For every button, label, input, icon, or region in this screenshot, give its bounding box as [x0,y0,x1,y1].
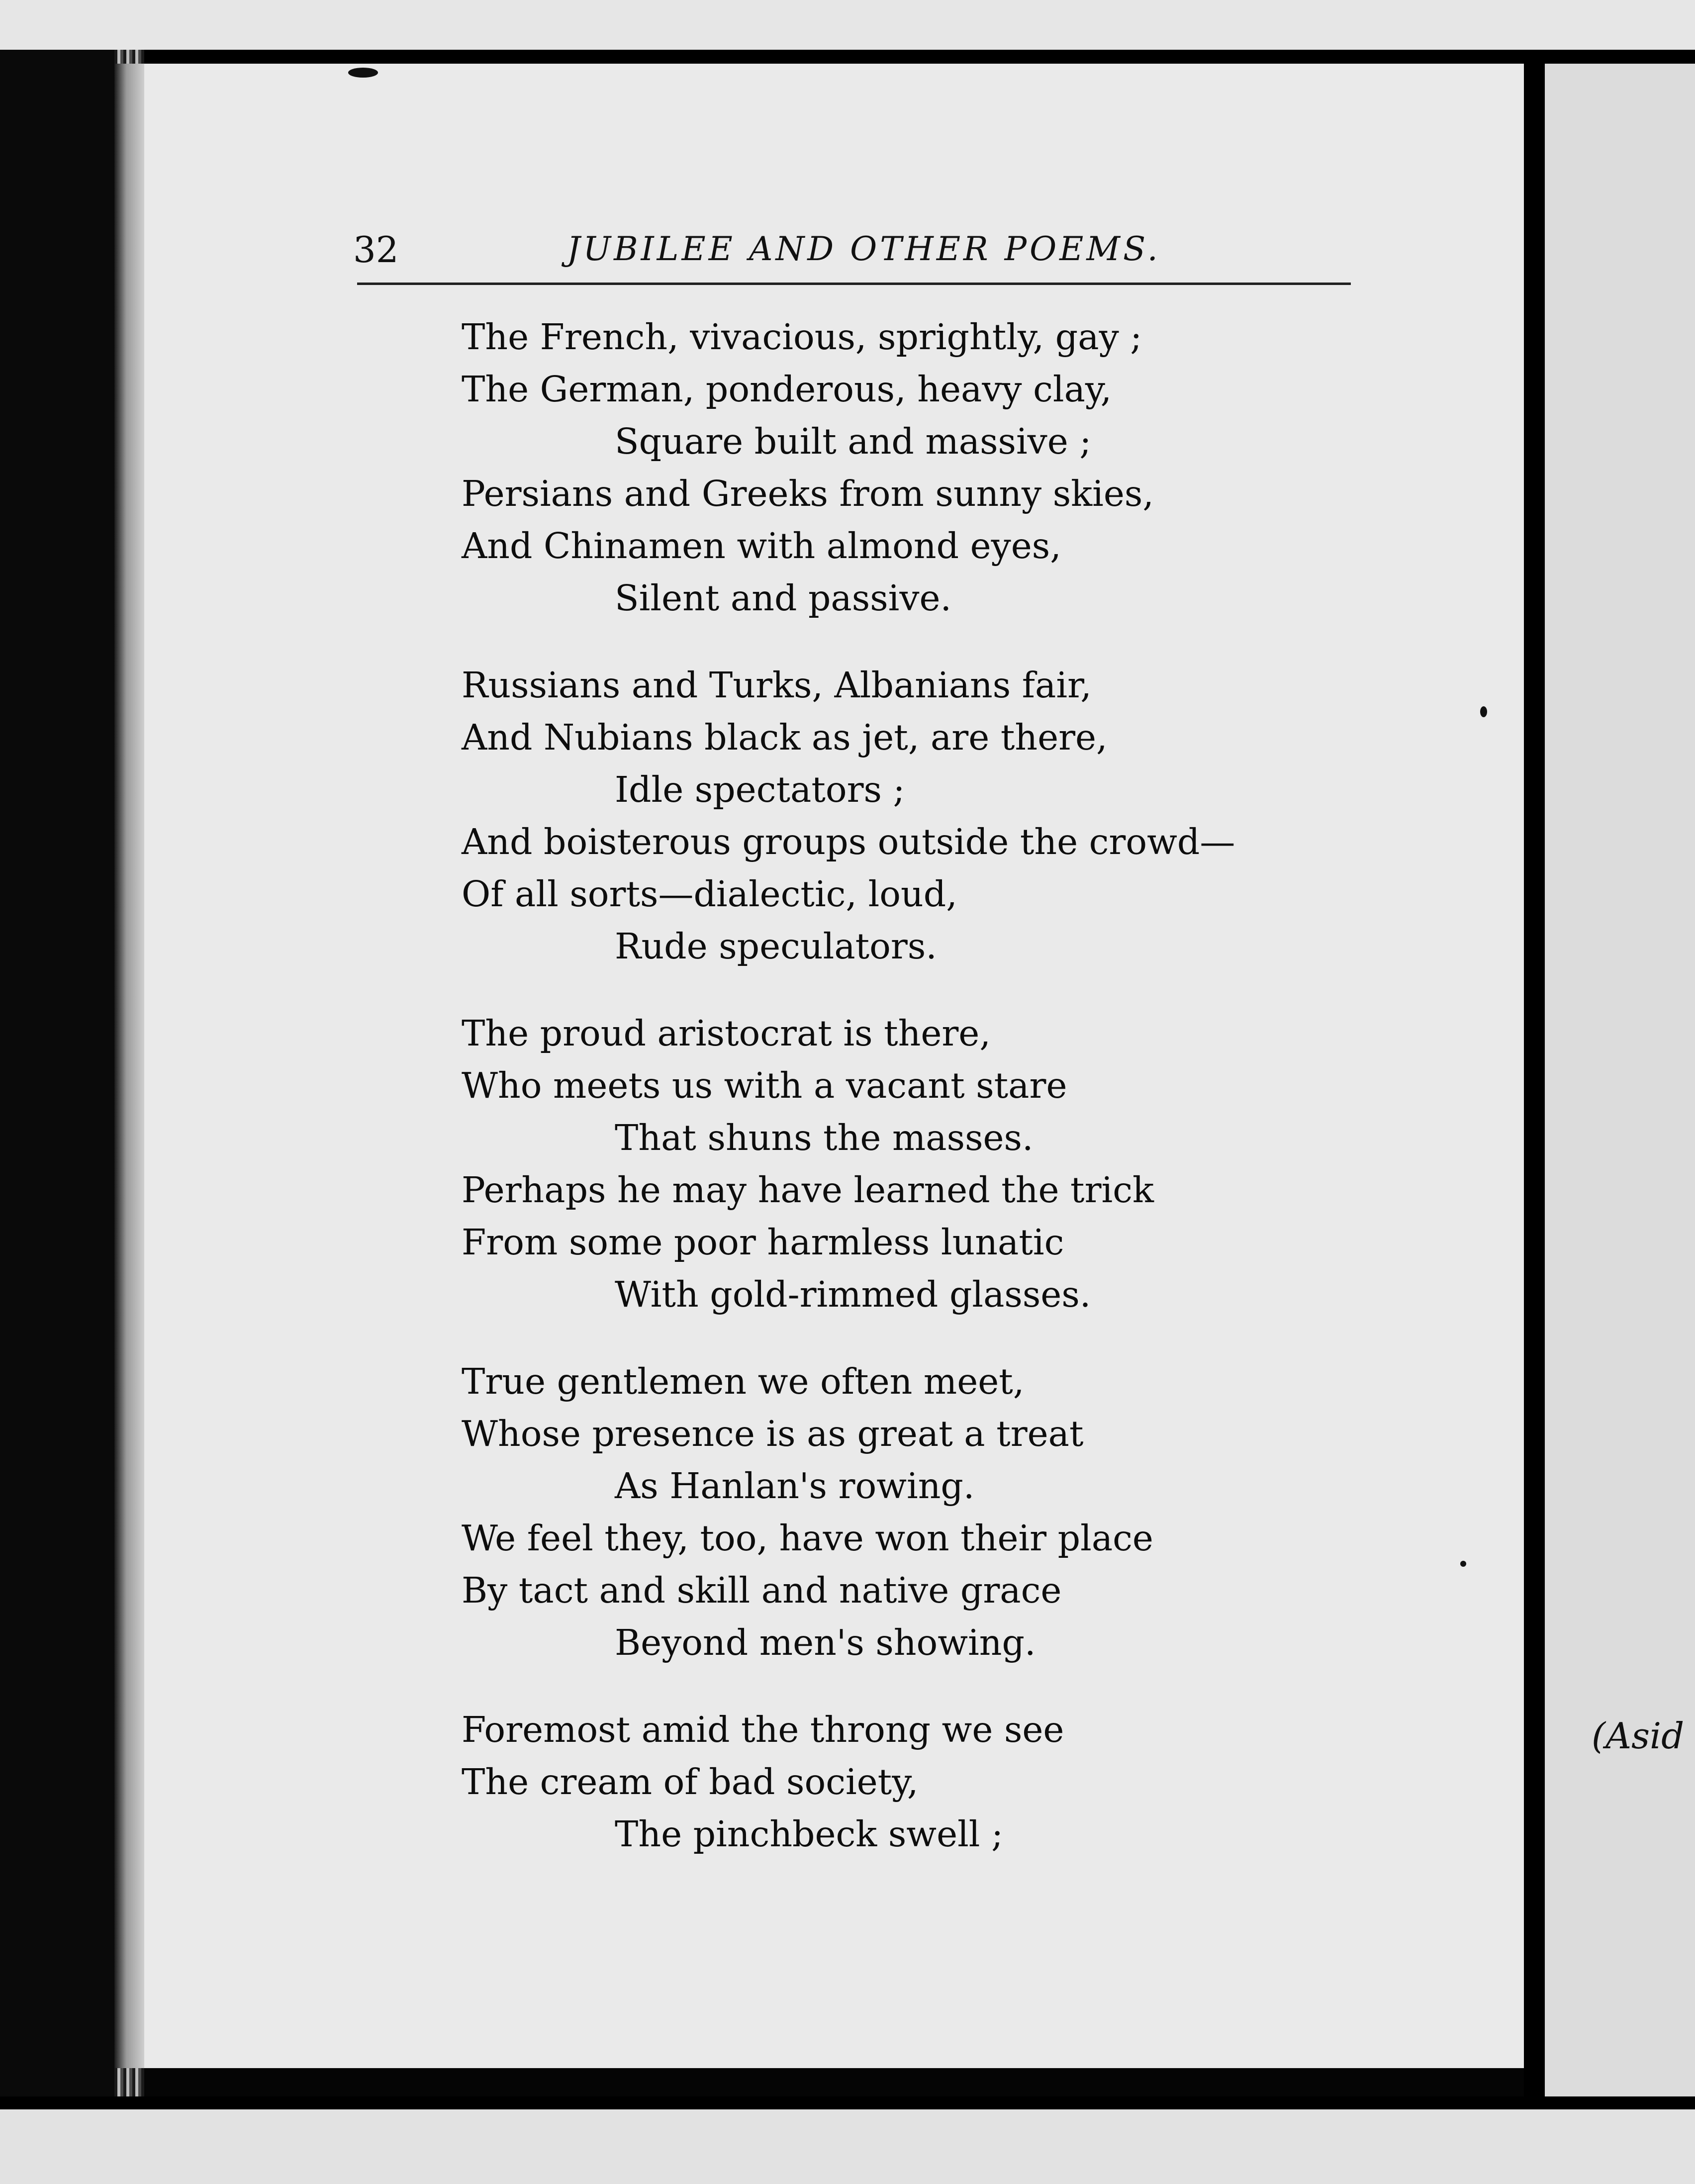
scan-speck [1460,1561,1466,1567]
scan-speck [1480,706,1487,717]
running-title: JUBILEE AND OTHER POEMS. [567,230,1161,268]
scan-speck [348,68,378,78]
scan-left-margin [0,50,114,2099]
poem-line: Whose presence is as great a treat [462,1413,1084,1454]
stanza [462,311,1332,624]
running-header [353,229,1353,288]
poem-line: From some poor harmless lunatic [462,1222,1064,1263]
next-page-text-fragment: (Asid [1592,1715,1685,1757]
poem-line: True gentlemen we often meet, [462,1361,1025,1402]
poem-line: Foremost amid the throng we see [462,1709,1064,1750]
next-page-edge [1545,64,1695,2098]
poem-line: Silent and passive. [615,577,952,619]
poem-line: The proud aristocrat is there, [462,1013,991,1054]
poem-line: By tact and skill and native grace [462,1570,1062,1611]
poem-line: Of all sorts—dialectic, loud, [462,873,957,915]
poem-line: The German, ponderous, heavy clay, [462,369,1112,410]
stanza [462,1355,1332,1669]
poem-line: As Hanlan's rowing. [615,1465,975,1507]
poem-line: Idle spectators ; [615,769,905,810]
page-divider [1524,50,1545,2109]
header-rule [357,283,1351,285]
poem-body [462,311,1332,1895]
poem-line: Russians and Turks, Albanians fair, [462,665,1092,706]
poem-line: Rude speculators. [615,926,937,967]
poem-line: Who meets us with a vacant stare [462,1065,1067,1106]
poem-line: Square built and massive ; [615,421,1092,462]
poem-line: That shuns the masses. [615,1117,1034,1158]
stanza [462,1007,1332,1321]
stanza [462,1704,1332,1860]
poem-line: And boisterous groups outside the crowd— [462,821,1235,862]
poem-line: Perhaps he may have learned the trick [462,1169,1154,1211]
stanza [462,659,1332,972]
scan-top-strip [0,0,1695,64]
poem-line: Beyond men's showing. [615,1622,1036,1663]
poem-line: The French, vivacious, sprightly, gay ; [462,316,1142,358]
poem-line: We feel they, too, have won their place [462,1518,1153,1559]
poem-line: And Nubians black as jet, are there, [462,717,1108,758]
poem-line: Persians and Greeks from sunny skies, [462,473,1154,514]
poem-line: And Chinamen with almond eyes, [462,525,1061,567]
poem-line: The pinchbeck swell ; [615,1813,1003,1855]
page-number: 32 [353,229,399,271]
poem-line: With gold-rimmed glasses. [615,1274,1091,1315]
poem-line: The cream of bad society, [462,1761,919,1803]
